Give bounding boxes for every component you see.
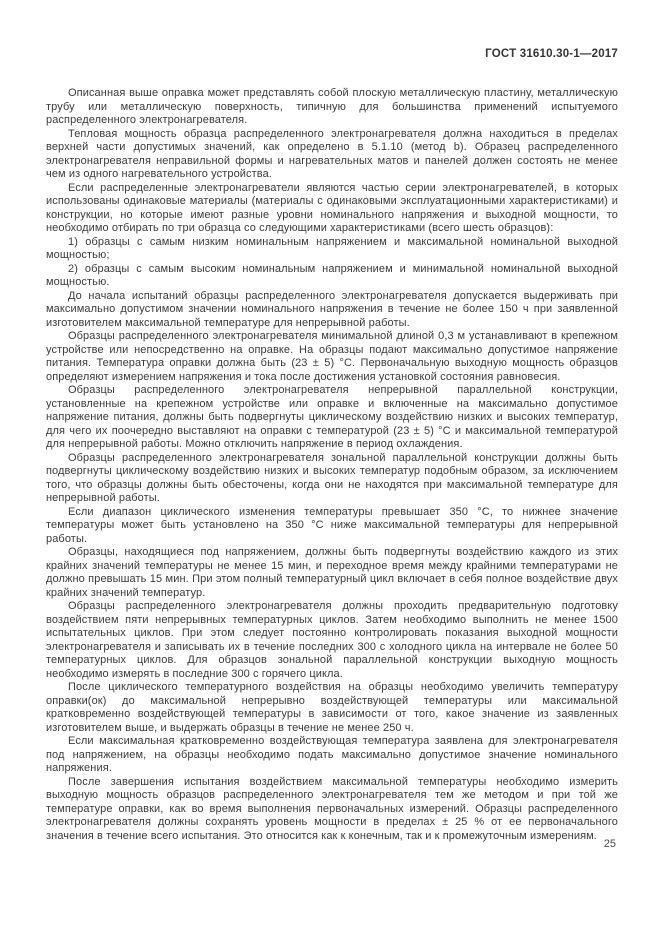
paragraph-zonal-construction-cycling: Образцы распределенного электронагревателя зональной параллельной конструкции должны быть подвергнуты циклическому воздействию низких и высоких температур подобным образом, за исключением того, что образцы должны быть обесточены, когда они не находятся при максимальной температуре для непрерывной работы. [46,451,618,504]
paragraph-short-term-temperature: Если максимальная кратковременно воздействующая температура заявлена для электронагревателя под напряжением, на образцы необходимо подать максимально допустимое значение номинального напряжения. [46,735,618,774]
paragraph-thermal-power: Тепловая мощность образца распределенного электронагревателя должна находиться в пределах верхней части допустимых значений, как определено в 5.1.10 (метод b). Образец распределенного электронагревателя неправильной формы и нагревательных матов и панелей должен состоять не менее чем из одного нагревательного устройства. [46,127,618,180]
paragraph-mandrel-description: Описанная выше оправка может представлять собой плоскую металлическую пластину, металлическую трубу или металлическую поверхность, типичную для большинства применений испытуемого распределенного электронагревателя. [46,87,618,126]
paragraph-parallel-construction-cycling: Образцы распределенного электронагревателя непрерывной параллельной конструкции, установленные на крепежном устройстве или оправке и включенные на максимально допустимое напряжение питания, должны быть подвергнуты циклическому воздействию низких и высоких температур, для чего их поочередно выставляют на оправки с температурой (23 ± 5) °С и максимальной температурой для непрерывной работы. Можно отключить напряжение в период охлаждения. [46,384,618,450]
paragraph-test-cycles: Образцы распределенного электронагревателя должны проходить предварительную подготовку воздействием пяти непрерывных температурных циклов. Затем необходимо выполнить не менее 1500 испытательных циклов. При этом следует постоянно контролировать показания выходной мощности электронагревателя и записывать их в течение последних 300 с холодного цикла на интервале не более 50 температурных циклов. Для образцов зональной параллельной конструкции выходную мощность необходимо измерять в последние 300 с горячего цикла. [46,600,618,680]
paragraph-cycle-range-limit: Если диапазон циклического изменения температуры превышает 350 °С, то нижнее значение температуры может быть установлено на 350 °С ниже максимальной температуры для непрерывной работы. [46,505,618,545]
paragraph-pre-test-conditioning: До начала испытаний образцы распределенного электронагревателя допускается выдерживать при максимально допустимом значении номинального напряжения в течение не более 150 ч при заявленной изготовителем максимальной температуре для непрерывной работы. [46,289,618,329]
paragraph-heater-series: Если распределенные электронагреватели являются частью серии электронагревателей, в которых использованы одинаковые материалы (материалы с одинаковыми эксплуатационными характеристиками) и конструкции, но которые имеют разные уровни номинального напряжения и выходной мощности, то необходимо отбирать по три образца со следующими характеристиками (всего шесть образцов): [46,181,618,234]
page-number: 25 [603,838,616,850]
paragraph-sample-mounting: Образцы распределенного электронагревателя минимальной длиной 0,3 м устанавливают в крепежном устройстве или непосредственно на оправке. На образцы подают максимально допустимое напряжение питания. Температура оправки должна быть (23 ± 5) °С. Первоначальную выходную мощность образцов определяют измерением напряжения и тока после достижения установкой состояния равновесия. [46,330,618,383]
paragraph-exposure-duration: Образцы, находящиеся под напряжением, должны быть подвергнуты воздействию каждого из этих крайних значений температуры не менее 15 мин, и переходное время между крайними температурами не должно превышать 15 мин. При этом полный температурный цикл включает в себя полное воздействие двух крайних значений температур. [46,546,618,599]
paragraph-final-measurement: После завершения испытания воздействием максимальной температуры необходимо измерить выходную мощность образцов распределенного электронагревателя тем же методом и при той же температуре оправки, как во время выполнения первоначальных измерений. Образцы распределенного электронагревателя должны сохранять уровень мощности в пределах ± 25 % от ее первоначального значения в течение всего испытания. Это относится как к конечным, так и к промежуточным измерениям. [46,775,618,842]
document-body [46,87,618,843]
list-item-1: 1) образцы с самым низким номинальным напряжением и максимальной номинальной выходной мощностью; [46,235,618,261]
paragraph-post-cycle-temperature: После циклического температурного воздействия на образцы необходимо увеличить температуру оправки(ок) до максимальной непрерывно воздействующей температуры или максимальной кратковременно воздействующей температуры в зависимости от того, какое значение из заявленных изготовителем выше, и выдержать образцы в течение не менее 250 ч. [46,681,618,734]
document-standard-number: ГОСТ 31610.30-1—2017 [485,48,618,60]
list-item-2: 2) образцы с самым высоким номинальным напряжением и минимальной номинальной выходной мощностью. [46,262,618,288]
